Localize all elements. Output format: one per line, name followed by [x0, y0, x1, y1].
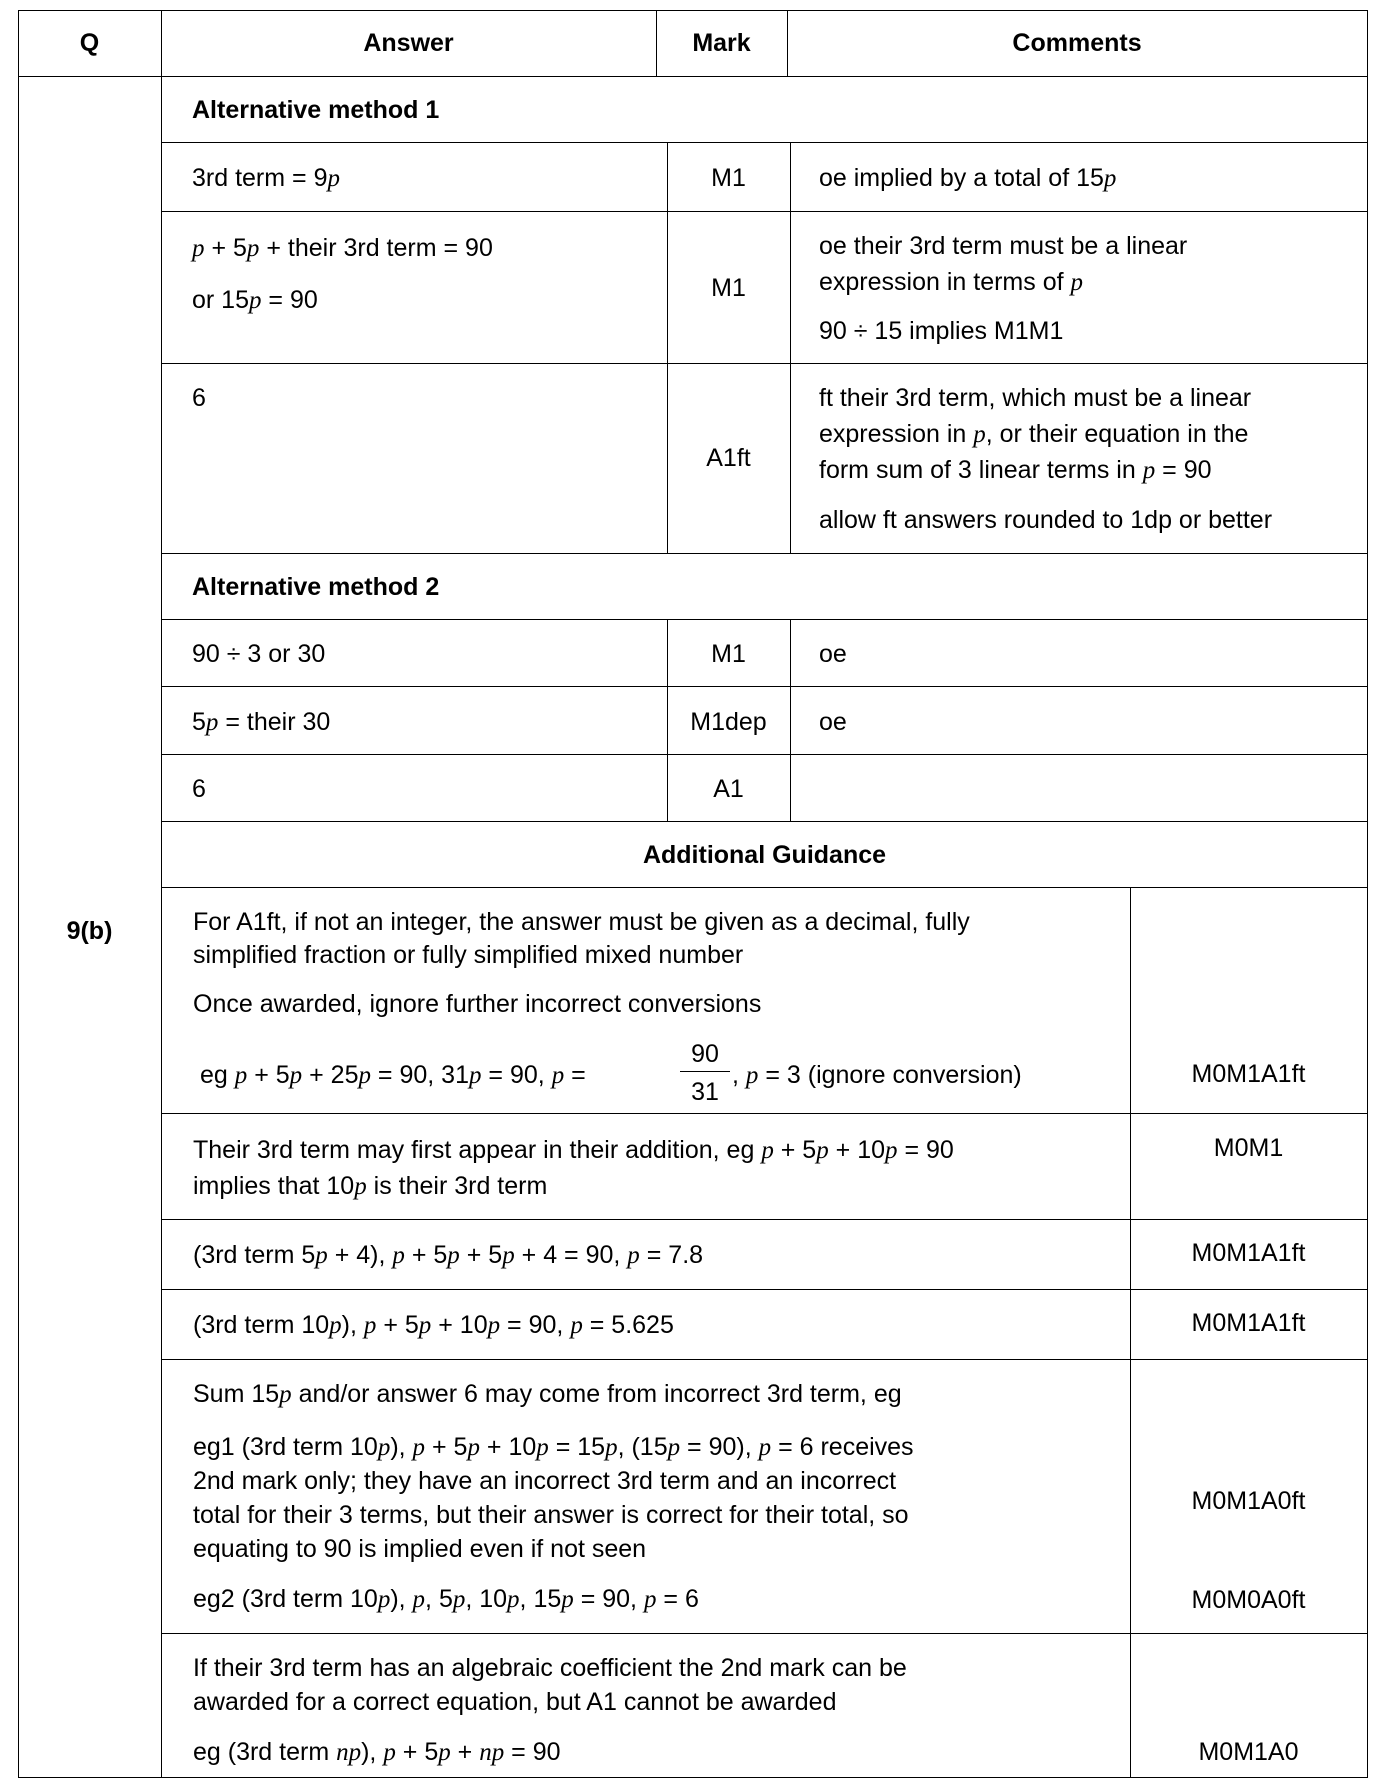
guidance-6-mark: M0M1A0 [1198, 1738, 1299, 1766]
guidance-1-fraction [680, 1037, 730, 1107]
guidance-5-line5: equating to 90 is implied even if not seen [193, 1535, 647, 1563]
guidance-5-line1: Sum 15p and/or answer 6 may come from incorrect 3rd term, eg [193, 1380, 902, 1408]
alt1-row2-mark: M1 [711, 274, 746, 302]
guidance-1-line1: For A1ft, if not an integer, the answer must be given as a decimal, fully [193, 908, 970, 936]
header-answer: Answer [363, 29, 454, 57]
alt1-row3-mark: A1ft [706, 444, 751, 472]
guidance-1-example: eg p + 5p + 25p = 90, 31p = 90, p = [200, 1061, 586, 1089]
alt1-row1-comment: oe implied by a total of 15p [819, 164, 1117, 192]
alt2-title: Alternative method 2 [192, 573, 440, 601]
alt1-row2-comment-line3: 90 ÷ 15 implies M1M1 [819, 317, 1064, 345]
guidance-5-line3: 2nd mark only; they have an incorrect 3rd term and an incorrect [193, 1467, 897, 1495]
guidance-3-line: (3rd term 5p + 4), p + 5p + 5p + 4 = 90, p = 7.8 [193, 1241, 704, 1269]
guidance-2-line1: Their 3rd term may first appear in their addition, eg p + 5p + 10p = 90 [193, 1136, 954, 1164]
alt1-title: Alternative method 1 [192, 96, 440, 124]
alt1-row2-comment-line1: oe their 3rd term must be a linear [819, 232, 1188, 260]
alt1-row3-answer: 6 [192, 384, 206, 412]
header-comments: Comments [1012, 29, 1142, 57]
alt1-row1-mark: M1 [711, 164, 746, 192]
alt2-row1-answer: 90 ÷ 3 or 30 [192, 640, 326, 668]
alt2-row1-mark: M1 [711, 640, 746, 668]
fraction-numerator: 90 [691, 1040, 719, 1068]
guidance-2-mark: M0M1 [1213, 1134, 1284, 1162]
guidance-5-line6: eg2 (3rd term 10p), p, 5p, 10p, 15p = 90, p = 6 [193, 1585, 699, 1613]
guidance-6-line2: awarded for a correct equation, but A1 cannot be awarded [193, 1688, 837, 1716]
alt1-row3-comment-line2: expression in p, or their equation in the [819, 420, 1249, 448]
alt1-row1-answer: 3rd term = 9p [192, 164, 340, 192]
guidance-title: Additional Guidance [642, 841, 887, 869]
alt1-row3-comment-line4: allow ft answers rounded to 1dp or better [819, 506, 1273, 534]
alt2-row2-mark: M1dep [690, 708, 767, 736]
fraction-denominator: 31 [691, 1078, 719, 1106]
question-number: 9(b) [66, 917, 113, 945]
guidance-1-example-tail: , p = 3 (ignore conversion) [732, 1061, 1022, 1089]
guidance-4-line: (3rd term 10p), p + 5p + 10p = 90, p = 5.625 [193, 1311, 674, 1339]
guidance-5-line2: eg1 (3rd term 10p), p + 5p + 10p = 15p, (15p = 90), p = 6 receives [193, 1433, 914, 1461]
guidance-5-line4: total for their 3 terms, but their answer is correct for their total, so [193, 1501, 909, 1529]
guidance-5-mark-1: M0M1A0ft [1191, 1487, 1306, 1515]
alt2-row1-comment: oe [819, 640, 847, 668]
guidance-2-line2: implies that 10p is their 3rd term [193, 1172, 548, 1200]
alt1-row3-comment-line1: ft their 3rd term, which must be a linear [819, 384, 1252, 412]
guidance-4-mark: M0M1A1ft [1191, 1309, 1306, 1337]
guidance-1-line3: Once awarded, ignore further incorrect conversions [193, 990, 762, 1018]
alt2-row3-mark: A1 [713, 775, 744, 803]
guidance-1-line2: simplified fraction or fully simplified mixed number [193, 941, 744, 969]
guidance-1-mark: M0M1A1ft [1191, 1060, 1306, 1088]
alt1-row2-answer-line2: or 15p = 90 [192, 286, 318, 314]
alt2-row2-answer: 5p = their 30 [192, 708, 331, 736]
alt1-row2-answer-line1: p + 5p + their 3rd term = 90 [192, 234, 493, 262]
guidance-6-line1: If their 3rd term has an algebraic coefficient the 2nd mark can be [193, 1654, 907, 1682]
alt2-row2-comment: oe [819, 708, 847, 736]
alt1-row3-comment-line3: form sum of 3 linear terms in p = 90 [819, 456, 1212, 484]
guidance-3-mark: M0M1A1ft [1191, 1239, 1306, 1267]
alt2-row3-answer: 6 [192, 775, 206, 803]
guidance-5-mark-2: M0M0A0ft [1191, 1586, 1306, 1614]
alt1-row2-comment-line2: expression in terms of p [819, 268, 1083, 296]
header-q: Q [79, 29, 100, 57]
guidance-6-line3: eg (3rd term np), p + 5p + np = 90 [193, 1738, 561, 1766]
header-mark: Mark [692, 29, 751, 57]
